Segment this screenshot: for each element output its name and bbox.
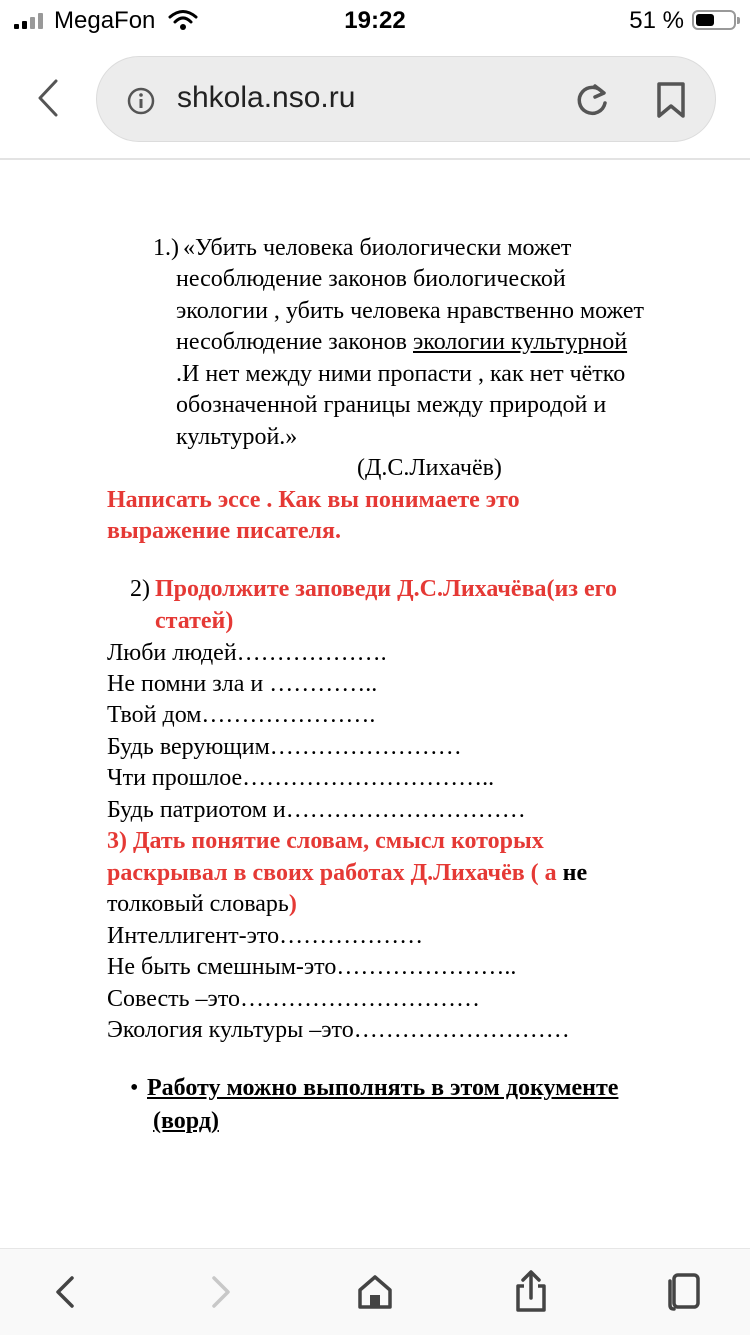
task1-instruction: выражение писателя. — [107, 518, 341, 544]
toolbar-back-button[interactable] — [40, 1267, 90, 1317]
carrier-name: MegaFon — [54, 7, 156, 34]
toolbar-tabs-button[interactable] — [660, 1267, 710, 1317]
home-icon — [356, 1273, 394, 1311]
share-icon — [512, 1270, 550, 1314]
document-page — [0, 160, 750, 1248]
definition-item: Совесть –это………………………… — [107, 986, 481, 1012]
bookmark-icon[interactable] — [655, 81, 687, 124]
quote-line: «Убить человека биологически может — [183, 235, 572, 261]
toolbar-forward-button[interactable] — [196, 1267, 246, 1317]
commandment-item: Чти прошлое………………………….. — [107, 765, 495, 791]
back-button[interactable] — [28, 78, 68, 118]
task2-title: статей) — [155, 608, 234, 634]
task1-instruction: Написать эссе . Как вы понимаете это — [107, 487, 520, 513]
toolbar-home-button[interactable] — [350, 1267, 400, 1317]
quote-line: культурой.» — [176, 424, 298, 450]
task2-number: 2) — [130, 576, 150, 602]
battery-fill — [696, 14, 714, 26]
underlined-phrase: экологии культурной — [413, 329, 628, 355]
battery-icon — [692, 10, 736, 30]
battery-percent: 51 % — [629, 7, 684, 34]
url-text[interactable]: shkola.nso.ru — [177, 81, 356, 114]
chevron-right-icon — [206, 1272, 236, 1312]
commandment-item: Люби людей………………. — [107, 640, 387, 666]
browser-address-bar — [0, 44, 750, 160]
clock: 19:22 — [344, 7, 406, 34]
quote-line: несоблюдение законов экологии культурной — [176, 329, 628, 355]
chevron-left-icon — [50, 1272, 80, 1312]
note-text: Работу можно выполнять в этом документе — [147, 1075, 619, 1101]
commandment-item: Не помни зла и ………….. — [107, 671, 378, 697]
task3-title: 3) Дать понятие словам, смысл которых — [107, 828, 544, 854]
task3-title: раскрывал в своих работах Д.Лихачёв ( а не — [107, 860, 588, 886]
task2-title: Продолжите заповеди Д.С.Лихачёва(из его — [155, 576, 617, 602]
note-text: (ворд) — [153, 1108, 219, 1134]
quote-line: несоблюдение законов биологической — [176, 266, 566, 292]
info-icon[interactable] — [127, 87, 155, 120]
tabs-icon — [665, 1272, 705, 1312]
toolbar-share-button[interactable] — [506, 1267, 556, 1317]
commandment-item: Твой дом…………………. — [107, 702, 376, 728]
url-field[interactable] — [96, 56, 716, 142]
definition-item: Интеллигент-это……………… — [107, 923, 424, 949]
note-bullet: • — [130, 1075, 139, 1101]
quote-line: обозначенной границы между природой и — [176, 392, 607, 418]
quote-line: .И нет между ними пропасти , как нет чётко — [176, 361, 626, 387]
commandment-item: Будь патриотом и………………………… — [107, 797, 526, 823]
browser-toolbar — [0, 1248, 750, 1335]
task3-title: толковый словарь) — [107, 891, 297, 917]
commandment-item: Будь верующим…………………… — [107, 734, 462, 760]
definition-item: Не быть смешным-это………………….. — [107, 954, 517, 980]
task1-number: 1.) — [153, 235, 179, 261]
quote-author: (Д.С.Лихачёв) — [357, 455, 502, 481]
status-bar — [0, 0, 750, 44]
reload-icon[interactable] — [573, 81, 611, 124]
chevron-left-icon — [28, 78, 68, 118]
definition-item: Экология культуры –это……………………… — [107, 1017, 570, 1043]
quote-line: экологии , убить человека нравственно может — [176, 298, 644, 324]
